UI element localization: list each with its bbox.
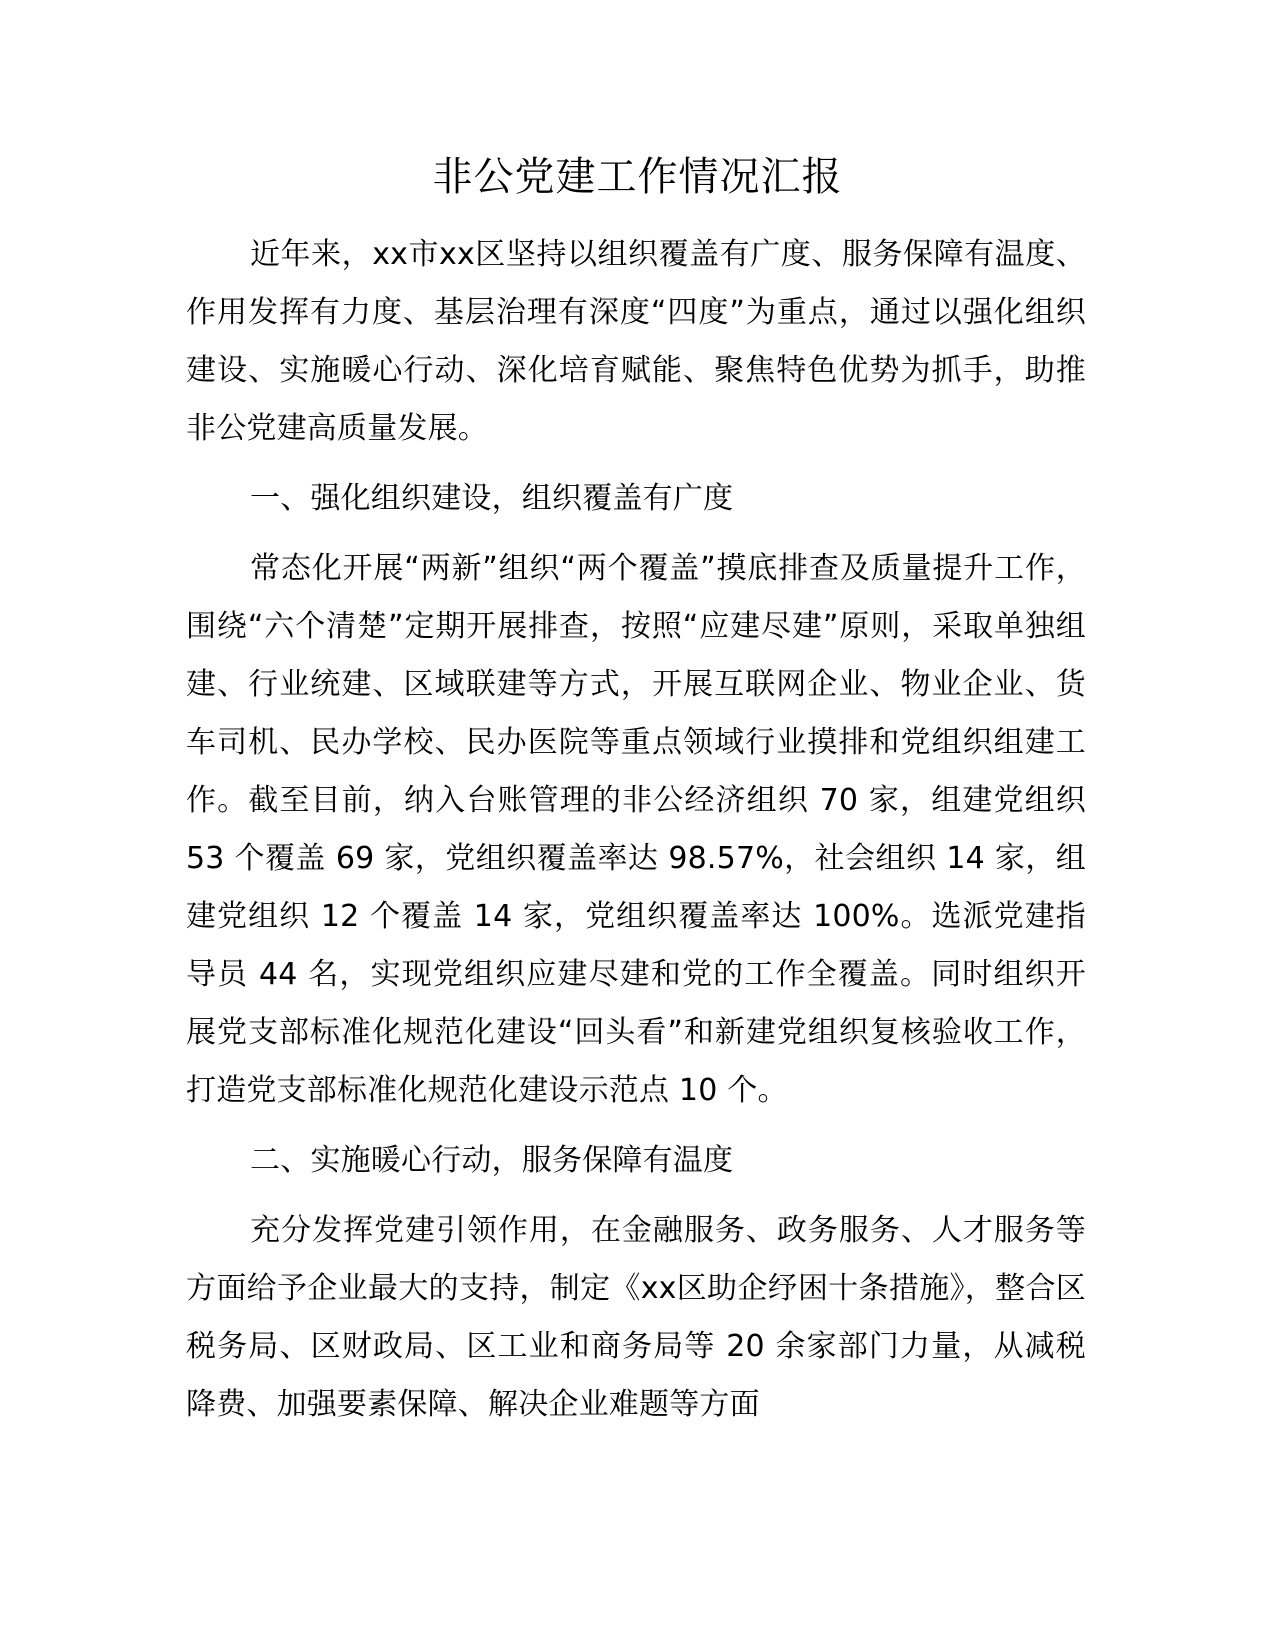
intro-paragraph: 近年来，xx市xx区坚持以组织覆盖有广度、服务保障有温度、作用发挥有力度、基层治理有深度“四度”为重点，通过以强化组织建设、实施暖心行动、深化培育赋能、聚焦特色优势为抓手，助推非公党建高质量发展。 (186, 237, 1086, 446)
section-2-paragraph: 充分发挥党建引领作用，在金融服务、政务服务、人才服务等方面给予企业最大的支持，制定《xx区助企纾困十条措施》，整合区税务局、区财政局、区工业和商务局等 20 余家部门力量，从减税降费、加强要素保障、解决企业难题等方面 (186, 1213, 1086, 1422)
section-1-heading: 一、强化组织建设，组织覆盖有广度 (250, 481, 734, 516)
section-1-paragraph: 常态化开展“两新”组织“两个覆盖”摸底排查及质量提升工作，围绕“六个清楚”定期开展排查，按照“应建尽建”原则，采取单独组建、行业统建、区域联建等方式，开展互联网企业、物业企业、货车司机、民办学校、民办医院等重点领域行业摸排和党组织组建工作。截至目前，纳入台账管理的非公经济组织 70 家，组建党组织 53 个覆盖 69 家，党组织覆盖率达 98.57%，社会组织 14 家，组建党组织 12 个覆盖 14 家，党组织覆盖率达 100%。选派党建指导员 44 名，实现党组织应建尽建和党的工作全覆盖。同时组织开展党支部标准化规范化建设“回头看”和新建党组织复核验收工作，打造党支部标准化规范化建设示范点 10 个。 (186, 551, 1086, 1108)
section-2-heading: 二、实施暖心行动，服务保障有温度 (250, 1143, 734, 1178)
document-body (186, 226, 1086, 1434)
page-title: 非公党建工作情况汇报 (432, 154, 843, 200)
